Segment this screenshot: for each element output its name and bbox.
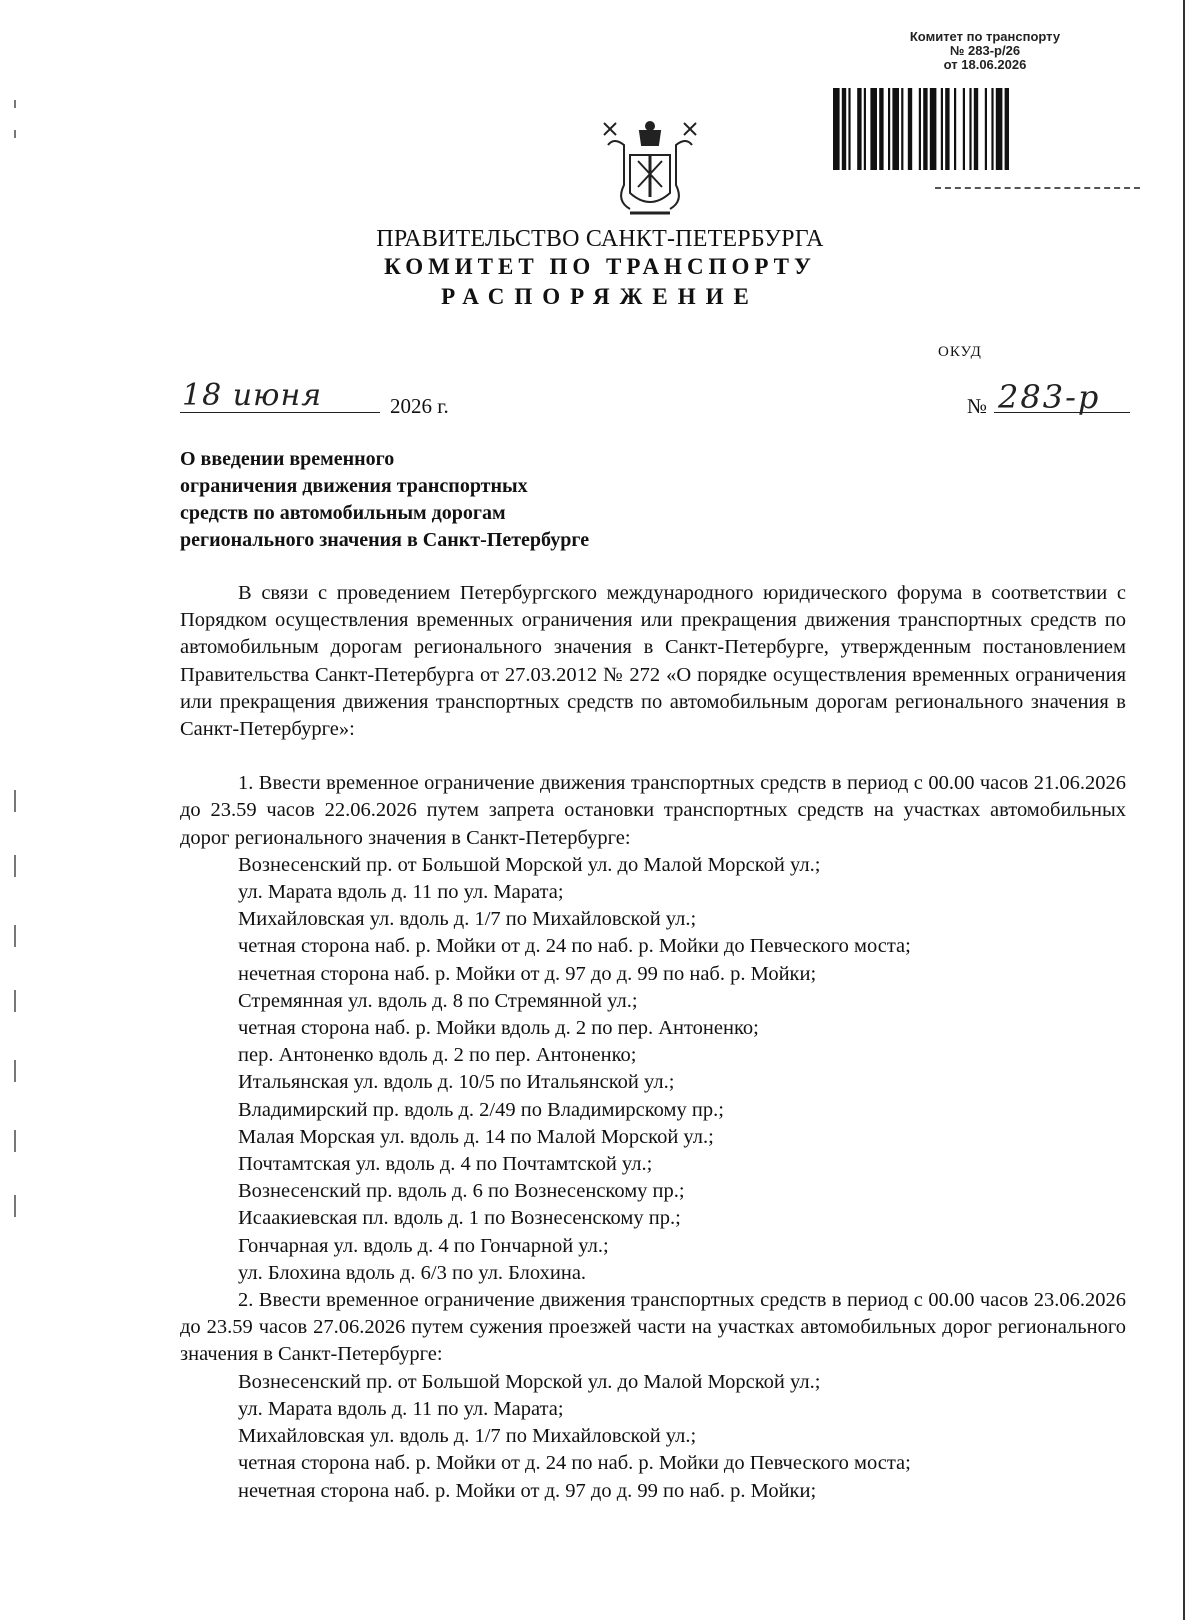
scan-margin-mark <box>14 1060 16 1082</box>
handwritten-number: 283-р <box>998 378 1101 416</box>
list-item: четная сторона наб. р. Мойки от д. 24 по наб. р. Мойки до Певческого моста; <box>238 1452 911 1475</box>
barcode-bar <box>892 88 899 170</box>
barcode-bar <box>848 88 850 170</box>
list-item: Вознесенский пр. вдоль д. 6 по Вознесенскому пр.; <box>238 1180 685 1203</box>
paragraph-spacer <box>180 743 1126 770</box>
barcode-bar <box>864 88 866 170</box>
list-item: нечетная сторона наб. р. Мойки от д. 97 до д. 99 по наб. р. Мойки; <box>238 1479 817 1502</box>
list-item: Малая Морская ул. вдоль д. 14 по Малой Морской ул.; <box>238 1125 714 1148</box>
barcode-icon <box>833 88 1133 170</box>
barcode-bar <box>991 88 993 170</box>
list-item: нечетная сторона наб. р. Мойки от д. 97 до д. 99 по наб. р. Мойки; <box>238 962 817 985</box>
scan-page-edge <box>1183 0 1185 1620</box>
list-item: Стремянная ул. вдоль д. 8 по Стремянной ул.; <box>238 989 638 1012</box>
list-item: четная сторона наб. р. Мойки вдоль д. 2 по пер. Антоненко; <box>238 1017 759 1040</box>
barcode-bar <box>901 88 903 170</box>
list-item: пер. Антоненко вдоль д. 2 по пер. Антоненко; <box>238 1044 637 1067</box>
scan-margin-mark <box>14 1195 16 1217</box>
barcode-bar <box>996 88 1003 170</box>
barcode-bar <box>941 88 943 170</box>
number-prefix: № <box>967 394 988 418</box>
okud-label: ОКУД <box>938 344 982 360</box>
list-item: ул. Блохина вдоль д. 6/3 по ул. Блохина. <box>238 1261 587 1284</box>
list-item: Вознесенский пр. от Большой Морской ул. до Малой Морской ул.; <box>238 853 821 876</box>
list-item: Владимирский пр. вдоль д. 2/49 по Владимирскому пр.; <box>238 1098 724 1121</box>
scan-margin-mark <box>14 130 16 138</box>
preamble-paragraph: В связи с проведением Петербургского международного юридического форума в соответствии с Порядком осуществления временных ограничения или прекращения движения транспортных средств по автомобильным дорогам регионального значения в Санкт-Петербурге, утвержденным постановлением Правительства Санкт-Петербурга от 27.03.2012 № 272 «О порядке осуществления временных ограничения или прекращения движения транспортных средств по автомобильным дорогам регионального значения в Санкт-Петербурге»: <box>180 582 1126 741</box>
barcode-bar <box>954 88 956 170</box>
scan-margin-mark <box>14 990 16 1012</box>
barcode-bar <box>974 88 978 170</box>
clause-2-list <box>180 1369 1126 1505</box>
list-item: Исаакиевская пл. вдоль д. 1 по Вознесенскому пр.; <box>238 1207 681 1230</box>
list-item: четная сторона наб. р. Мойки от д. 24 по наб. р. Мойки до Певческого моста; <box>238 935 911 958</box>
list-item: Итальянская ул. вдоль д. 10/5 по Итальянской ул.; <box>238 1071 675 1094</box>
subject-line: О введении временного <box>180 448 395 470</box>
barcode-bar <box>985 88 987 170</box>
list-item: Почтамтская ул. вдоль д. 4 по Почтамтской ул.; <box>238 1153 653 1176</box>
stamp-line-committee: Комитет по транспорту <box>909 29 1061 44</box>
committee-title: КОМИТЕТ ПО ТРАНСПОРТУ <box>384 254 816 279</box>
clause-1-text: 1. Ввести временное ограничение движения транспортных средств в период с 00.00 часов 21.06.2026 до 23.59 часов 22.06.2026 путем запрета остановки транспортных средств на участках автомобильных дорог регионального значения в Санкт-Петербурге: <box>180 772 1126 849</box>
list-item: Гончарная ул. вдоль д. 4 по Гончарной ул.; <box>238 1234 609 1257</box>
barcode-bar <box>1005 88 1009 170</box>
document-type-title: РАСПОРЯЖЕНИЕ <box>441 284 759 309</box>
clause-1-list <box>180 852 1126 1287</box>
barcode-bar <box>919 88 921 170</box>
barcode-bar <box>870 88 877 170</box>
registration-stamp <box>830 30 1140 72</box>
subject-line: ограничения движения транспортных <box>180 475 528 497</box>
barcode-bar <box>908 88 912 170</box>
barcode-bar <box>930 88 937 170</box>
subject-line: средств по автомобильным дорогам <box>180 502 506 524</box>
barcode-bar <box>945 88 949 170</box>
list-item: ул. Марата вдоль д. 11 по ул. Марата; <box>238 881 564 904</box>
government-title: ПРАВИТЕЛЬСТВО САНКТ-ПЕТЕРБУРГА <box>376 226 824 252</box>
list-item: Михайловская ул. вдоль д. 1/7 по Михайловской ул.; <box>238 1425 697 1448</box>
barcode-bar <box>923 88 927 170</box>
stamp-line-number: № 283-р/26 <box>949 43 1021 58</box>
barcode-bar <box>842 88 846 170</box>
barcode-bar <box>833 88 840 170</box>
document-body <box>180 580 1126 1505</box>
document-subject <box>180 446 780 554</box>
date-year: 2026 г. <box>390 394 449 418</box>
scan-margin-mark <box>14 855 16 877</box>
list-item: Михайловская ул. вдоль д. 1/7 по Михайловской ул.; <box>238 908 697 931</box>
barcode-bar <box>857 88 861 170</box>
scan-margin-mark <box>14 100 16 108</box>
subject-line: регионального значения в Санкт-Петербурге <box>180 529 590 551</box>
barcode-bar <box>963 88 965 170</box>
scan-margin-mark <box>14 1130 16 1152</box>
list-item: ул. Марата вдоль д. 11 по ул. Марата; <box>238 1397 564 1420</box>
barcode-bar <box>879 88 883 170</box>
scan-margin-mark <box>14 790 16 812</box>
saint-petersburg-coat-of-arms-icon <box>600 115 700 220</box>
stamp-divider <box>935 187 1140 189</box>
stamp-line-date: от 18.06.2026 <box>943 57 1027 72</box>
barcode-bar <box>888 88 890 170</box>
list-item: Вознесенский пр. от Большой Морской ул. до Малой Морской ул.; <box>238 1370 821 1393</box>
barcode-bar <box>969 88 971 170</box>
scan-margin-mark <box>14 925 16 947</box>
clause-2-text: 2. Ввести временное ограничение движения транспортных средств в период с 00.00 часов 23.06.2026 до 23.59 часов 27.06.2026 путем сужения проезжей части на участках автомобильных дорог регионального значения в Санкт-Петербурге: <box>180 1289 1126 1366</box>
handwritten-date: 18 июня <box>182 378 323 413</box>
